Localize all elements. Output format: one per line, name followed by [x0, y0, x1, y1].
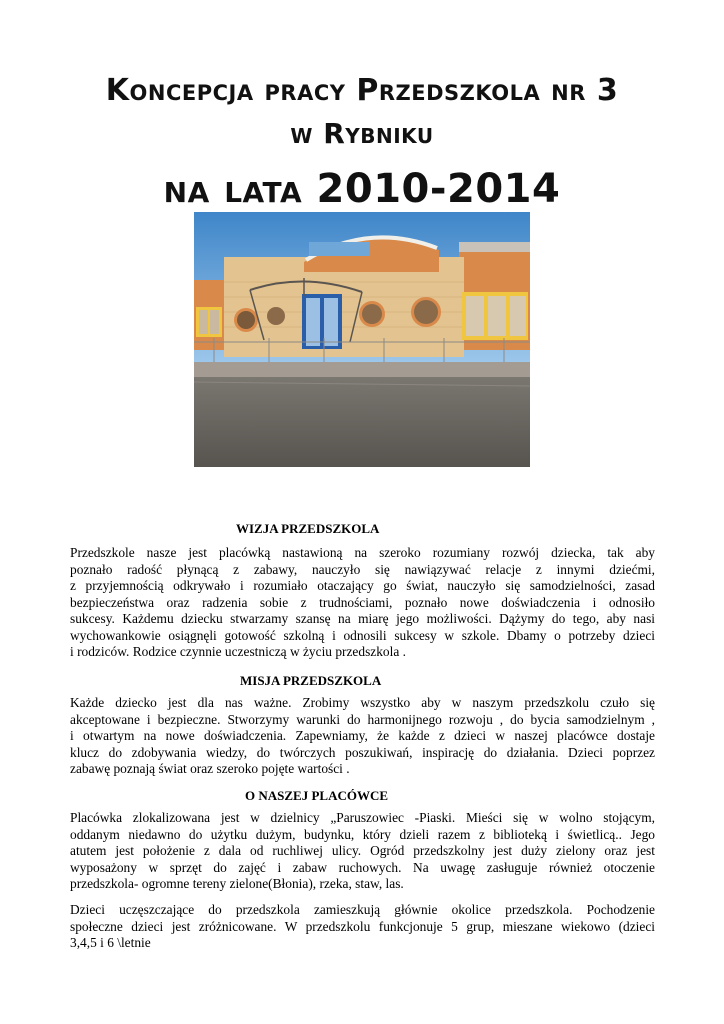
about-paragraph-2	[70, 902, 655, 952]
text-line: oddanym niedawno do użytku dużym, budynku, który dzieli razem z biblioteką i świetlicą.. Jego	[70, 826, 655, 842]
text-line: i rodziców. Rodzice czynnie uczestniczą w życiu przedszkola .	[70, 644, 406, 659]
about-paragraph	[70, 810, 655, 893]
text-line: akceptowane i bezpieczne. Stworzymy warunki do harmonijnego rozwoju , do bycia samodzielnym ,	[70, 711, 655, 727]
text-line: z przyjemnością odkrywało i rozumiało otaczający go świat, nauczyło się samodzielności, zasad	[70, 578, 655, 593]
text-line: sukcesy. Każdemu dziecku stwarzamy szansę na miarę jego możliwości. Dążymy do tego, aby nasi	[70, 611, 655, 626]
section-heading-mission: MISJA PRZEDSZKOLA	[240, 673, 382, 688]
text-line: bezpieczeństwa oraz radzenia sobie z trudnościami, poznało nowe doświadczenia i odnosiło	[70, 594, 655, 610]
vision-paragraph	[70, 545, 655, 661]
section-heading-about: O NASZEJ PLACÓWCE	[245, 788, 389, 803]
text-line: Każde dziecko jest dla nas ważne. Zrobimy wszystko aby w naszym przedszkolu czuło się	[70, 695, 655, 710]
text-line: społeczne dzieci jest zróżnicowane. W przedszkolu funkcjonuje 5 grup, mieszane wiekowo (dzieci	[70, 918, 655, 934]
text-line: Przedszkole nasze jest placówką nastawioną na szeroko rozumiany rozwój dziecka, tak aby	[70, 545, 655, 560]
text-line: 3,4,5 i 6 \letnie	[70, 935, 151, 950]
title-line-1: Koncepcja pracy Przedszkola nr 3	[105, 73, 619, 108]
section-heading-vision: WIZJA PRZEDSZKOLA	[236, 521, 380, 536]
text-line: przedszkola- ogromne tereny zielone(Błonia), rzeka, staw, las.	[70, 876, 404, 891]
text-line: wyposażony w sprzęt do zajęć i zabaw ruchowych. Na uwagę zasługuje również otoczenie	[70, 859, 655, 875]
mission-paragraph	[70, 695, 655, 778]
text-line: Dzieci uczęszczające do przedszkola zamieszkują głównie okolice przedszkola. Pochodzenie	[70, 902, 655, 917]
building-photo	[194, 212, 530, 467]
text-line: poznało radość płynącą z zabawy, nauczyło się nawiązywać relacje z innymi dziećmi,	[70, 561, 655, 577]
text-line: zabawę poznają świat oraz szeroko pojęte wartości .	[70, 761, 350, 776]
title-line-3: na lata 2010-2014	[163, 166, 561, 212]
text-line: atutem jest położenie z dala od ruchliwej ulicy. Ogród przedszkolny jest duży zielony oraz jest	[70, 843, 655, 858]
title-line-2: w Rybniku	[290, 117, 434, 150]
text-line: wychowankowie osiągnęli gotowość szkolną i odnosili sukcesy w szkole. Dbamy o potrzeby dzieci	[70, 627, 655, 643]
text-line: klucz do zdobywania wiedzy, do twórczych poszukiwań, inspirację do działania. Dzieci poprzez	[70, 744, 655, 760]
text-line: i otwartym na nowe doświadczenia. Zapewniamy, że każde z dzieci w naszej placówce dostaje	[70, 728, 655, 743]
text-line: Placówka zlokalizowana jest w dzielnicy „Paruszowiec -Piaski. Mieści się w wolno stojącym,	[70, 810, 655, 825]
